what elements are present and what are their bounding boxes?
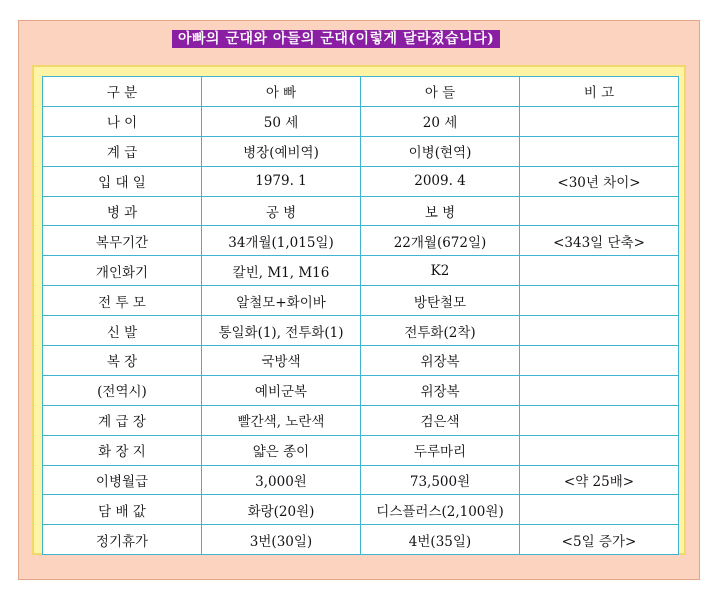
row-label-cell: 계 급 장 [43, 405, 202, 435]
row-label-cell: 복무기간 [43, 226, 202, 256]
page-title: 아빠의 군대와 아들의 군대(이렇게 달라졌습니다) [172, 30, 500, 48]
table-row [43, 525, 679, 555]
value-cell: 예비군복 [202, 375, 361, 405]
note-cell [520, 435, 679, 465]
note-cell [520, 286, 679, 316]
value-cell: 위장복 [361, 375, 520, 405]
value-cell: 50 세 [202, 106, 361, 136]
note-cell [520, 375, 679, 405]
table-row [43, 106, 679, 136]
value-cell: 보 병 [361, 196, 520, 226]
value-cell: K2 [361, 256, 520, 286]
value-cell: 디스플러스(2,100원) [361, 495, 520, 525]
note-cell [520, 106, 679, 136]
value-cell: 검은색 [361, 405, 520, 435]
row-label-cell: (전역시) [43, 375, 202, 405]
value-cell: 화랑(20원) [202, 495, 361, 525]
table-row [43, 405, 679, 435]
row-label-cell: 신 발 [43, 316, 202, 346]
note-cell [520, 405, 679, 435]
value-cell: 73,500원 [361, 465, 520, 495]
table-row [43, 286, 679, 316]
table-row [43, 226, 679, 256]
comparison-table [42, 76, 679, 555]
value-cell: 국방색 [202, 346, 361, 376]
value-cell: 22개월(672일) [361, 226, 520, 256]
note-cell: <343일 단축> [520, 226, 679, 256]
row-label-cell: 계 급 [43, 136, 202, 166]
row-label-cell: 전 투 모 [43, 286, 202, 316]
table-row [43, 196, 679, 226]
value-cell: 두루마리 [361, 435, 520, 465]
note-cell [520, 316, 679, 346]
value-cell: 위장복 [361, 346, 520, 376]
table-row [43, 495, 679, 525]
row-label-cell: 담 배 값 [43, 495, 202, 525]
row-label-cell: 복 장 [43, 346, 202, 376]
value-cell: 얇은 종이 [202, 435, 361, 465]
value-cell: 4번(35일) [361, 525, 520, 555]
value-cell: 방탄철모 [361, 286, 520, 316]
value-cell: 칼빈, M1, M16 [202, 256, 361, 286]
table-row [43, 465, 679, 495]
table-row [43, 316, 679, 346]
value-cell: 3번(30일) [202, 525, 361, 555]
header-cell: 비 고 [520, 77, 679, 107]
value-cell: 빨간색, 노란색 [202, 405, 361, 435]
table-row [43, 375, 679, 405]
row-label-cell: 화 장 지 [43, 435, 202, 465]
header-cell: 아 빠 [202, 77, 361, 107]
table-row [43, 346, 679, 376]
note-cell [520, 346, 679, 376]
row-label-cell: 이병월급 [43, 465, 202, 495]
value-cell: 공 병 [202, 196, 361, 226]
row-label-cell: 나 이 [43, 106, 202, 136]
value-cell: 20 세 [361, 106, 520, 136]
table-row [43, 136, 679, 166]
note-cell [520, 136, 679, 166]
note-cell: <약 25배> [520, 465, 679, 495]
value-cell: 2009. 4 [361, 166, 520, 196]
table-row [43, 256, 679, 286]
row-label-cell: 입 대 일 [43, 166, 202, 196]
row-label-cell: 개인화기 [43, 256, 202, 286]
row-label-cell: 정기휴가 [43, 525, 202, 555]
table-header-row [43, 77, 679, 107]
table-row [43, 166, 679, 196]
value-cell: 1979. 1 [202, 166, 361, 196]
row-label-cell: 병 과 [43, 196, 202, 226]
header-cell: 구 분 [43, 77, 202, 107]
value-cell: 이병(현역) [361, 136, 520, 166]
table-row [43, 435, 679, 465]
value-cell: 전투화(2착) [361, 316, 520, 346]
value-cell: 34개월(1,015일) [202, 226, 361, 256]
note-cell: <5일 증가> [520, 525, 679, 555]
note-cell [520, 196, 679, 226]
note-cell [520, 256, 679, 286]
note-cell [520, 495, 679, 525]
value-cell: 알철모+화이바 [202, 286, 361, 316]
note-cell: <30년 차이> [520, 166, 679, 196]
value-cell: 병장(예비역) [202, 136, 361, 166]
value-cell: 3,000원 [202, 465, 361, 495]
header-cell: 아 들 [361, 77, 520, 107]
value-cell: 통일화(1), 전투화(1) [202, 316, 361, 346]
